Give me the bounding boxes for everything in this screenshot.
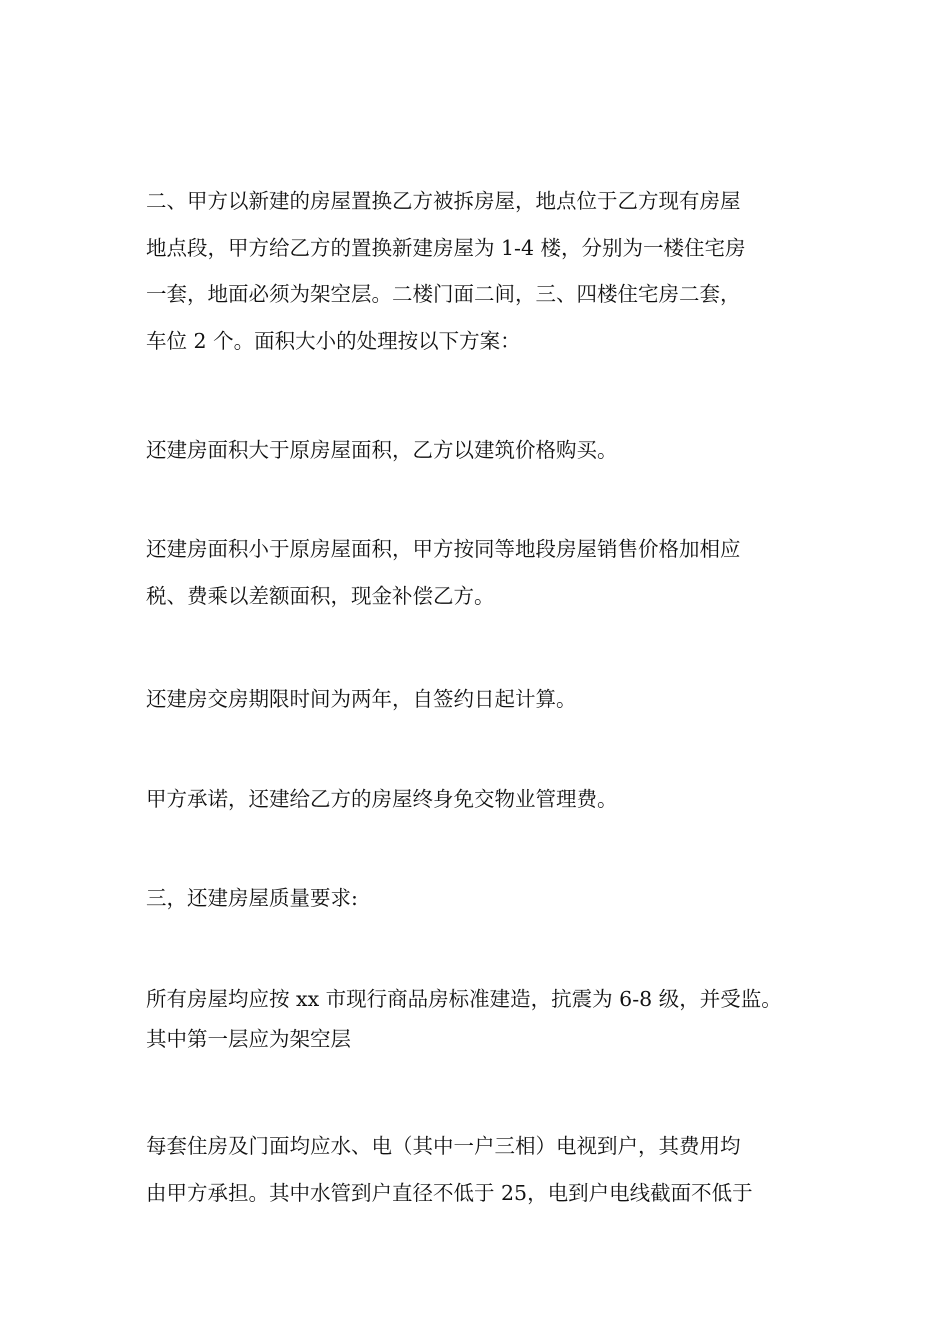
paragraph-area-smaller — [146, 526, 816, 619]
section-heading-quality — [146, 875, 816, 922]
text-line: 地点段，甲方给乙方的置换新建房屋为 1-4 楼，分别为一楼住宅房 — [146, 235, 746, 260]
text-line: 二、甲方以新建的房屋置换乙方被拆房屋，地点位于乙方现有房屋 — [146, 189, 741, 213]
text-line: 三，还建房屋质量要求: — [146, 886, 358, 910]
paragraph-delivery-period — [146, 676, 816, 723]
text-line: 一套，地面必须为架空层。二楼门面二间，三、四楼住宅房二套， — [146, 282, 741, 306]
paragraph-replacement-terms — [146, 178, 816, 364]
paragraph-property-fee — [146, 776, 816, 823]
text-line: 还建房面积小于原房屋面积，甲方按同等地段房屋销售价格加相应 — [146, 537, 741, 561]
text-line: 税、费乘以差额面积，现金补偿乙方。 — [146, 583, 495, 608]
paragraph-area-larger — [146, 427, 816, 474]
text-line: 车位 2 个。面积大小的处理按以下方案： — [146, 328, 521, 353]
text-line: 其中第一层应为架空层 — [146, 1027, 351, 1051]
text-line: 所有房屋均应按 xx 市现行商品房标准建造，抗震为 6-8 级，并受监。 — [146, 987, 782, 1011]
text-line: 由甲方承担。其中水管到户直径不低于 25，电到户电线截面不低于 — [146, 1180, 753, 1205]
text-line: 还建房交房期限时间为两年，自签约日起计算。 — [146, 687, 577, 711]
text-line: 还建房面积大于原房屋面积，乙方以建筑价格购买。 — [146, 438, 618, 462]
paragraph-utilities — [146, 1123, 816, 1216]
text-line: 甲方承诺，还建给乙方的房屋终身免交物业管理费。 — [146, 787, 618, 811]
paragraph-building-standard — [146, 979, 816, 1059]
text-line: 每套住房及门面均应水、电（其中一户三相）电视到户，其费用均 — [146, 1134, 741, 1158]
